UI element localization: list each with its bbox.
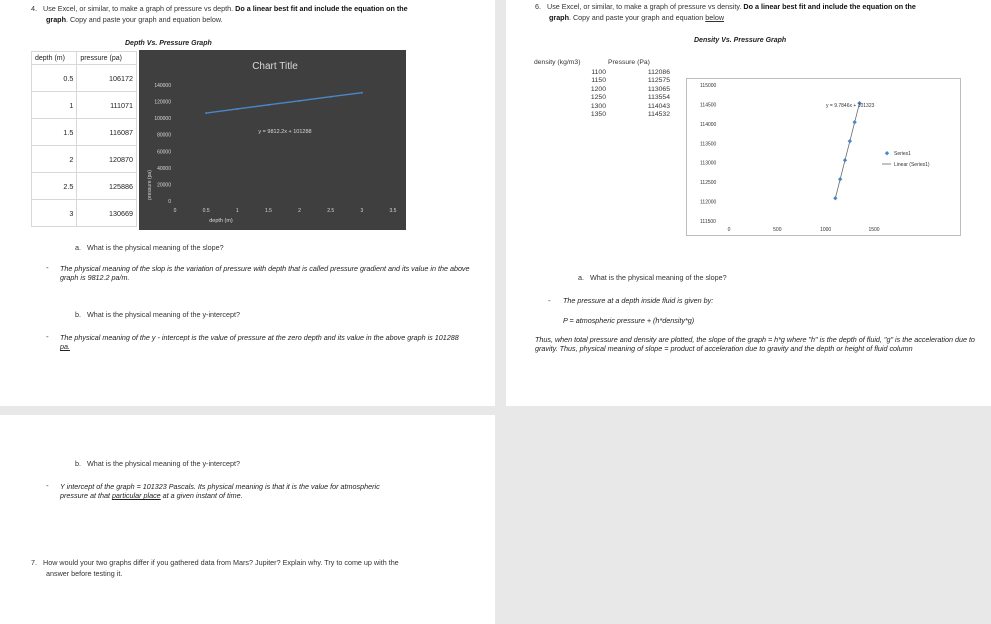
depth-cell: 0.5 xyxy=(32,65,77,92)
table-row xyxy=(32,65,137,92)
document-page-1 xyxy=(0,0,495,406)
question-number: 4. xyxy=(31,4,37,13)
question-label: a. xyxy=(578,273,584,282)
depth-cell: 1 xyxy=(32,92,77,119)
bullet: - xyxy=(46,263,49,272)
x-tick-label: 1000 xyxy=(820,227,832,233)
data-point xyxy=(236,108,238,110)
bullet: - xyxy=(46,481,49,490)
pressure-cell: 125886 xyxy=(77,173,137,200)
chart-title: Chart Title xyxy=(252,61,298,72)
question-label: b. xyxy=(75,310,81,319)
question-7 xyxy=(31,557,399,568)
pressure-cell: 120870 xyxy=(77,146,137,173)
table-header: Depth Vs. Pressure Graph xyxy=(125,40,212,47)
density-cell: 1150 xyxy=(591,77,606,85)
density-pressure-chart xyxy=(686,78,961,236)
question-text: What is the physical meaning of the slope? xyxy=(87,243,224,252)
chart-background xyxy=(139,50,406,230)
x-tick-label: 0 xyxy=(173,208,177,214)
table-row xyxy=(32,200,137,227)
table-row xyxy=(32,92,137,119)
question-bold-text: graph xyxy=(549,13,569,22)
legend-series1-label: Series1 xyxy=(894,151,911,157)
pressure-cell: 116087 xyxy=(77,119,137,146)
y-tick-label: 112500 xyxy=(700,180,717,187)
question-text: Use Excel, or similar, to make a graph of pressure vs depth. xyxy=(43,4,236,13)
question-a xyxy=(578,273,727,282)
density-cell: 1100 xyxy=(591,69,606,76)
answer-b xyxy=(60,333,460,351)
y-axis-label: pressure (pa) xyxy=(147,170,153,200)
question-text: . Copy and paste your graph and equation below. xyxy=(65,15,223,24)
question-6 xyxy=(535,1,916,12)
question-text: What is the physical meaning of the slope? xyxy=(590,273,727,282)
answer-text: The physical meaning of the y - intercept is the value of pressure at the zero depth and its value in the above graph is 101288 xyxy=(60,333,459,342)
question-a xyxy=(75,243,224,252)
question-4 xyxy=(31,3,408,14)
answer-b-line1: Y intercept of the graph = 101323 Pascals. Its physical meaning is that it is the value for atmospheric xyxy=(60,482,380,491)
depth-cell: 3 xyxy=(32,200,77,227)
depth-cell: 2 xyxy=(32,146,77,173)
answer-a: The physical meaning of the slop is the variation of pressure with depth that is called pressure gradient and its value in the above graph is 9812.2 pa/m. xyxy=(60,264,470,282)
question-bold-text: Do a linear best fit and include the equation on the xyxy=(743,2,916,11)
question-text: What is the physical meaning of the y-intercept? xyxy=(87,459,241,468)
pressure-cell: 113554 xyxy=(647,94,670,102)
density-column-header: density (kg/m3) xyxy=(534,59,581,66)
column-header-pressure: pressure (pa) xyxy=(77,52,137,65)
trendline-equation: y = 9.7846x + 101323 xyxy=(826,103,875,109)
depth-cell: 2.5 xyxy=(32,173,77,200)
x-tick-label: 500 xyxy=(773,227,782,233)
y-tick-label: 114500 xyxy=(700,102,717,109)
question-text: Use Excel, or similar, to make a graph of pressure vs density. xyxy=(547,2,744,11)
y-tick-label: 120000 xyxy=(154,99,171,106)
answer-text: at a given instant of time. xyxy=(160,491,243,500)
column-header-depth: depth (m) xyxy=(32,52,77,65)
y-tick-label: 113500 xyxy=(700,141,717,148)
y-tick-label: 140000 xyxy=(154,83,171,89)
density-cell: 1250 xyxy=(590,94,606,102)
x-tick-label: 1 xyxy=(235,208,239,214)
question-b xyxy=(75,310,240,319)
bullet: - xyxy=(548,296,551,305)
document-page-2 xyxy=(506,0,991,406)
data-point xyxy=(267,104,269,106)
question-number: 6. xyxy=(535,2,541,11)
question-text: How would your two graphs differ if you gathered data from Mars? Jupiter? Explain why. Try to come up with the xyxy=(43,558,399,567)
depth-cell: 1.5 xyxy=(32,119,77,146)
table-row xyxy=(32,119,137,146)
y-tick-label: 40000 xyxy=(157,165,171,172)
trendline-equation: y = 9812.2x + 101288 xyxy=(258,129,312,135)
chart-border xyxy=(687,79,961,236)
pressure-cell: 114532 xyxy=(647,111,670,119)
question-7-line2: answer before testing it. xyxy=(46,569,123,578)
y-tick-label: 0 xyxy=(168,199,171,205)
answer-a-line2: P = atmospheric pressure + (h*density*g) xyxy=(563,316,695,325)
density-column xyxy=(588,69,606,119)
bullet: - xyxy=(46,332,49,341)
question-text: What is the physical meaning of the y-intercept? xyxy=(87,310,241,319)
y-tick-label: 60000 xyxy=(157,149,171,156)
legend-trend-label: Linear (Series1) xyxy=(894,162,930,168)
y-tick-label: 100000 xyxy=(154,116,171,123)
table-row xyxy=(32,173,137,200)
y-tick-label: 115000 xyxy=(700,83,717,89)
pressure-cell: 111071 xyxy=(77,92,137,119)
y-tick-label: 80000 xyxy=(157,132,171,139)
y-tick-label: 112000 xyxy=(700,199,717,206)
pressure-cell: 112086 xyxy=(647,69,670,76)
question-label: a. xyxy=(75,243,81,252)
pressure-cell: 112575 xyxy=(647,77,670,85)
pressure-cell: 106172 xyxy=(77,65,137,92)
answer-text: pressure at that xyxy=(60,491,112,500)
pressure-cell: 114043 xyxy=(647,102,670,110)
question-bold-text: graph xyxy=(46,15,66,24)
density-cell: 1200 xyxy=(590,85,606,93)
answer-text-underlined: particular place xyxy=(111,491,161,500)
question-text-underlined: below xyxy=(705,13,725,22)
chart-title: Density Vs. Pressure Graph xyxy=(694,37,787,44)
y-tick-label: 111500 xyxy=(700,219,716,225)
y-tick-label: 20000 xyxy=(157,182,171,189)
answer-a-line1: The pressure at a depth inside fluid is given by: xyxy=(563,296,714,305)
pressure-column-header: Pressure (Pa) xyxy=(608,59,650,66)
data-point xyxy=(361,92,363,94)
question-b xyxy=(75,459,240,468)
x-tick-label: 3.5 xyxy=(389,208,397,214)
document-page-3 xyxy=(0,415,495,624)
x-tick-label: 3 xyxy=(360,208,364,214)
x-tick-label: 0 xyxy=(727,227,731,233)
question-4-line2 xyxy=(46,14,223,25)
data-point xyxy=(330,96,332,98)
y-tick-label: 113000 xyxy=(700,160,717,167)
table-row xyxy=(32,146,137,173)
x-tick-label: 1500 xyxy=(868,227,880,233)
question-text: . Copy and paste your graph and equation xyxy=(568,13,706,22)
question-bold-text: Do a linear best fit and include the equation on the xyxy=(235,4,408,13)
x-tick-label: 1.5 xyxy=(264,208,272,214)
density-cell: 1300 xyxy=(590,102,606,110)
pressure-cell: 130669 xyxy=(77,200,137,227)
question-6-line2 xyxy=(549,12,724,23)
x-tick-label: 2 xyxy=(298,208,301,214)
question-label: b. xyxy=(75,459,81,468)
depth-pressure-table xyxy=(31,51,137,227)
depth-pressure-chart xyxy=(139,50,406,230)
x-tick-label: 2.5 xyxy=(327,208,335,214)
answer-text-underlined: pa. xyxy=(60,342,70,351)
data-point xyxy=(299,100,301,102)
data-point xyxy=(205,112,207,114)
question-number: 7. xyxy=(31,558,37,567)
answer-b-line2 xyxy=(60,491,243,500)
answer-a-paragraph: Thus, when total pressure and density are plotted, the slope of the graph = h*g where "h" is the depth of fluid, "g" is the acceleration due to gravity. Thus, physical meaning of slope = product of acceleration due to gravity and the depth or height of fluid column xyxy=(535,335,975,353)
y-tick-label: 114000 xyxy=(700,121,717,128)
x-tick-label: 0.5 xyxy=(202,208,210,214)
pressure-cell: 113065 xyxy=(647,85,670,93)
pressure-column xyxy=(644,69,670,119)
density-cell: 1350 xyxy=(590,111,606,119)
x-axis-label: depth (m) xyxy=(209,218,233,224)
